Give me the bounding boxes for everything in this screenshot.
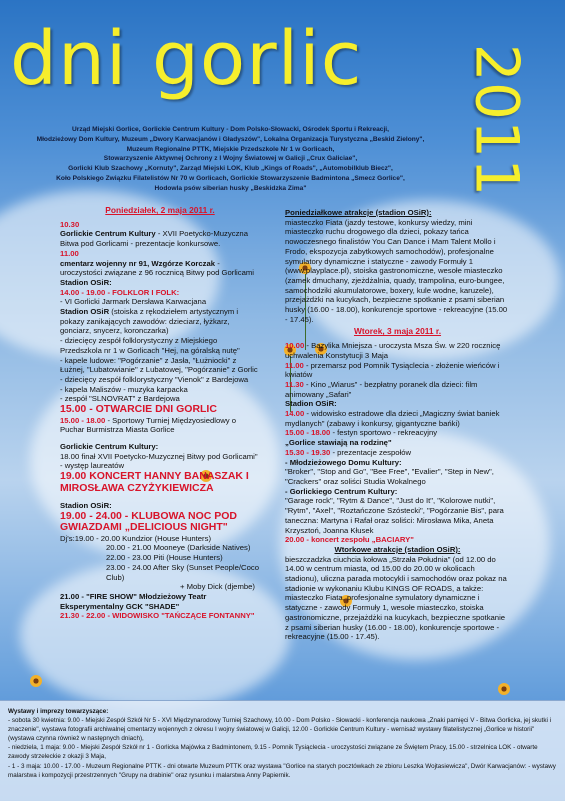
event-text: - VI Gorlicki Jarmark Dersława Karwacjana (60, 297, 207, 307)
event-text: 11.00 - przemarsz pod Pomnik Tysiąclecia - złożenie wieńców i kwiatów (285, 360, 500, 380)
monday-program (60, 205, 260, 621)
event-text: Stadion OSiR (stoiska z rękodziełem artystycznym i pokazy zanikających zawodów: dzieciarz, łyżkarz, gonciarz, snycerz, koronczarka) (60, 307, 239, 336)
venue-label: Stadion OSiR: (60, 501, 112, 511)
monday-heading: Poniedziałek, 2 maja 2011 r. (105, 205, 215, 215)
flower-icon (498, 683, 510, 695)
right-program (285, 208, 510, 642)
event-heading: 14.00 - 19.00 - FOLKLOR I FOLK: (60, 287, 180, 297)
dj-slot: 20.00 - 21.00 Mooneye (Darkside Natives) (106, 543, 251, 553)
event-text: - zespół "SLNOVRAT" z Bardejowa (60, 394, 180, 404)
fountain-show: 21.30 - 22.00 - WIDOWISKO "TAŃCZĄCE FONTANNY" (60, 611, 255, 621)
tuesday-attractions-text: bieszczadzka ciuchcia kołowa „Strzała Południa" (od 12.00 do 14.00 w centrum miasta, od 15.00 do 20.00 w okolicach stadionu), uliczna parada motocykli i samochodów oraz pokaz na stadionie w wykonaniu Klubu KINGS OF ROADS, a także: miasteczko Fiata, profesjonalne symulatory dynamiczne i statyczne - zawody Formuły 1, wesołe miasteczko, stoiska gastronomiczne, przejażdżki na kucykach, bezpieczne spotkanie z psami siberian husky (16.00 - 18.00), konkurencje sportowe - rekreacyjne (15.00 - 17.45). (285, 554, 507, 642)
fire-show: 21.00 - "FIRE SHOW" Młodzieżowy Teatr Eksperymentalny GCK "SHADE" (60, 592, 207, 611)
organizer-line: Młodzieżowy Dom Kultury, Muzeum „Dwory Karwacjanów i Gładyszów", Lokalna Organizacja Turystyczna „Beskid Zielony", (36, 135, 425, 143)
venue-label: Gorlickie Centrum Kultury: (60, 441, 159, 451)
event-time: 10.30 (60, 219, 80, 229)
opening-headline: 15.00 - OTWARCIE DNI GORLIC (60, 403, 217, 416)
tuesday-heading: Wtorek, 3 maja 2011 r. (353, 326, 442, 337)
footer-item: - niedziela, 1 maja: 9.00 - Miejski Zespół Szkół nr 1 - Gorlicka Majówka z Badmintonem, 9.15 - Pomnik Tysiąclecia - uroczystości związane ze Świętem Pracy, 15.00 - strzelnica LOK - otwarte zawody strzeleckie z okazji 3 Maja, (8, 744, 538, 761)
monday-attractions-heading: Poniedziałkowe atrakcje (stadion OSiR): (285, 208, 432, 217)
event-text: "Broker", "Stop and Go", "Bee Free", "Evalier", "Step in New", "Crackers" oraz soliści Studia Wokalnego (285, 467, 494, 486)
page-title: dni gorlic (10, 16, 363, 102)
event-text: Gorlickie Centrum Kultury - XVII Poetycko-Muzyczna Bitwa pod Gorlicami - prezentacje konkursowe. (60, 229, 248, 249)
event-text: - kapela Maliszów - muzyka karpacka (60, 384, 188, 394)
event-text: 11.30 - Kino „Wiarus" - bezpłatny poranek dla dzieci: film animowany „Safari" (285, 379, 478, 399)
festival-slogan: „Gorlice stawiają na rodzinę" (285, 438, 392, 448)
group-label: - Młodzieżowego Domu Kultury: (285, 457, 402, 467)
footer-text (8, 707, 558, 780)
event-text: cmentarz wojenny nr 91, Wzgórze Korczak - uroczystości związane z 96 rocznicą Bitwy pod Gorlicami (60, 258, 254, 278)
event-text: 15.30 - 19.30 - prezentacje zespołów (285, 447, 412, 457)
organizer-line: Koło Polskiego Związku Filatelistów Nr 70 w Gorlicach, Gorlickie Stowarzyszenie Badmintona „Smecz Gorlice", (56, 174, 405, 182)
organizer-line: Urząd Miejski Gorlice, Gorlickie Centrum Kultury - Dom Polsko-Słowacki, Ośrodek Sportu i Rekreacji, (72, 126, 389, 133)
event-text: 15.00 - 18.00 - Sportowy Turniej Międzyosiedlowy o Puchar Burmistrza Miasta Gorlice (60, 415, 237, 435)
venue-label: Stadion OSiR: (285, 399, 337, 409)
concert-headline: 19.00 KONCERT HANNY BANASZAK I MIROSŁAWA CZYŻYKIEWICZA (60, 470, 249, 494)
event-text: 10.00 - Bazylika Mniejsza - uroczysta Msza Św. w 220 rocznicę uchwalenia Konstytucji 3 Maja (285, 341, 501, 360)
tuesday-attractions-heading: Wtorkowe atrakcje (stadion OSiR): (334, 544, 461, 554)
club-night-headline: 19.00 - 24.00 - KLUBOWA NOC POD GWIAZDAMI „DELICIOUS NIGHT" (60, 509, 237, 534)
event-time: 11.00 (60, 248, 79, 258)
monday-attractions-text: miasteczko Fiata (jazdy testowe, konkursy wiedzy, mini miasteczko ruchu drogowego dla dzieci, pokazy tańca nowoczesnego finalistów You Can Dance i Mam Talent Mollo i Frodo, ekspozycja zabytkowych samochodów), profesjonalne symulatory dynamiczne i statyczne - zawody Formuły 1 (www.playplace.pl), stoiska gastronomiczne, wesołe miasteczko (zamek dmuchany, zjeżdżalnia, quady, trampolina, euro-bungee, samochodziki akumulatorowe, boxery, kule wodne, karuzele), przejażdżki na kucykach, bezpieczne spotkanie z psami siberian husky (16.00 - 18.00), konkurencje sportowe - rekreacyjne (15.00 - 17.45). (285, 217, 508, 324)
group-label: - Gorlickiego Centrum Kultury: (285, 486, 398, 496)
dj-slot: Dj's:19.00 - 20.00 Kundzior (House Hunters) (60, 533, 212, 543)
dj-slot: 22.00 - 23.00 Piti (House Hunters) (106, 553, 223, 563)
event-text: 18.00 finał XVII Poetycko-Muzycznej Bitwy pod Gorlicami" - występ laureatów (60, 451, 258, 471)
year-label: 2011 (461, 43, 532, 197)
flower-icon (30, 675, 42, 687)
event-text: "Garage rock", "Rytm & Dance", "Just do It", "Kolorowe nutki", "Rytm", "Axel", "Roztańczone Szóstecki", "Pogórzanie Bis", para taneczna: Martyna i Rafał oraz soliści: Mirosława Mika, Aneta Krzysztoń, Joanna Kłusek (285, 496, 504, 535)
organizer-line: Hodowla psów siberian husky „Beskidzka Zima" (154, 184, 307, 192)
footer-item: - 1 - 3 maja: 10.00 - 17.00 - Muzeum Regionalne PTTK - dni otwarte Muzeum PTTK oraz wystawa "Gorlice na starych pocztówkach ze zbioru Leszka Wojtasiewicza", Dwór Karwacjanów: - wystawy malarstwa i kompozycji przestrzennych "Grupy na drabinie" oraz rysunku i malarstwa Anny Papiernik. (8, 762, 556, 779)
organizer-line: Gorlicki Klub Szachowy „Kornuty", Zarząd Miejski LOK, Klub „Kings of Roads", „Automobilklub Biecz", (68, 165, 393, 173)
event-text: 15.00 - 18.00 - festyn sportowo - rekreacyjny (285, 428, 438, 438)
event-text: - dziecięcy zespół folklorystyczny z Miejskiego Przedszkola nr 1 w Gorlicach "Hej, na góralską nutę" (60, 336, 240, 355)
organizers-list (18, 125, 443, 194)
dj-slot: + Moby Dick (djembe) (180, 582, 255, 592)
organizer-line: Stowarzyszenie Aktywnej Ochrony z I Wojny Światowej w Galicji „Crux Galiciae", (103, 155, 358, 163)
event-text: - dziecięcy zespół folklorystyczny "Vienok" z Bardejowa (60, 374, 249, 384)
footer-heading: Wystawy i imprezy towarzyszące: (8, 708, 109, 715)
concert-line: 20.00 - koncert zespołu „BACIARY" (285, 535, 414, 545)
dj-slot: 23.00 - 24.00 After Sky (Sunset People/Coco Club) (106, 562, 259, 582)
event-text: 14.00 - widowisko estradowe dla dzieci „Magiczny świat baniek mydlanych" (zabawy i konkursy, gigantyczne bańki) (285, 409, 500, 428)
event-text: - kapele ludowe: "Pogórzanie" z Jasła, "Łużniocki" z Łużnej, "Lubatowianie" z Lubatowej, "Pogórzanie" z Gorlic (60, 355, 258, 375)
venue-label: Stadion OSiR: (60, 277, 112, 287)
organizer-line: Muzeum Regionalne PTTK, Miejskie Przedszkole Nr 1 w Gorlicach, (126, 145, 335, 153)
footer-item: - sobota 30 kwietnia: 9.00 - Miejski Zespół Szkół Nr 5 - XVI Międzynarodowy Turniej Szachowy, 10.00 - Dom Polsko - Słowacki - konferencja naukowa „Znaki pamięci V - Bitwa Gorlicka, jej skutki i znaczenie", wystawa fotografii archiwalnej cmentarzy wojennych z okresu I wojny światowej w Galicji, 12.00 - Gorlickie Centrum Kultury - wernisaż wystawy filatelistycznej „Gorlice w historii" (wystawa czynna również w następnych dniach), (8, 717, 552, 743)
